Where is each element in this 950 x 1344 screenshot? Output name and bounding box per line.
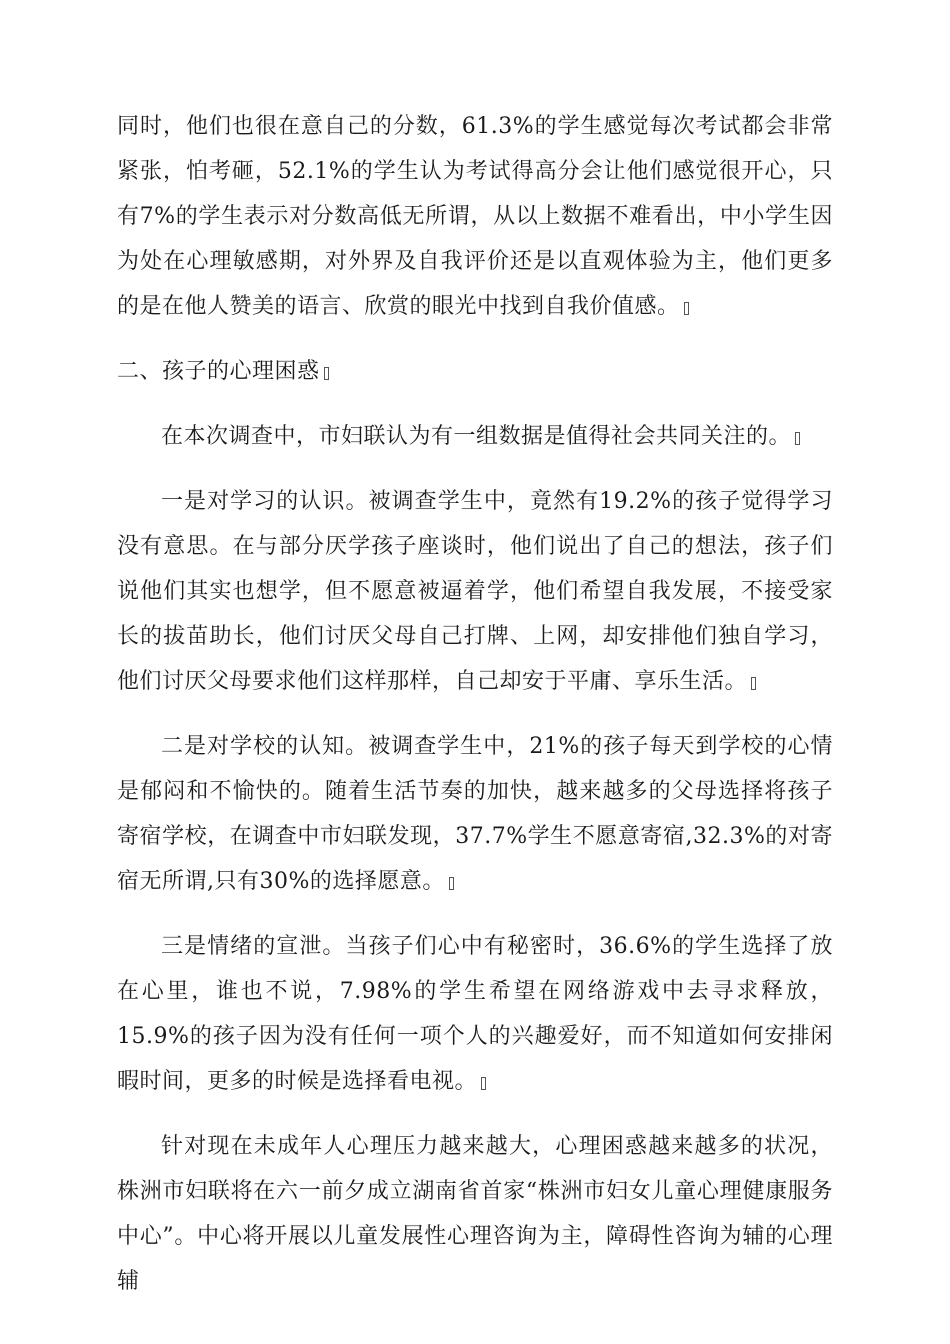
paragraph-6: 针对现在未成年人心理压力越来越大，心理困惑越来越多的状况，株洲市妇联将在六一前夕成立湖南省首家“株洲市妇女儿童心理健康服务中心”。中心将开展以儿童发展性心理咨询为主，障碍性咨询为辅的心理辅: [117, 1134, 833, 1294]
paragraph-4: 二是对学校的认知。被调查学生中，21%的孩子每天到学校的心情是郁闷和不愉快的。随着生活节奏的加快，越来越多的父母选择将孩子寄宿学校，在调查中市妇联发现，37.7%学生不愿意寄宿,32.3%的对寄宿无所谓,只有30%的选择愿意。: [117, 734, 833, 894]
document-body: [117, 104, 833, 1324]
paragraph-3: 一是对学习的认识。被调查学生中，竟然有19.2%的孩子觉得学习没有意思。在与部分厌学孩子座谈时，他们说出了自己的想法，孩子们说他们其实也想学，但不愿意被逼着学，他们希望自我发展，不接受家长的拔苗助长，他们讨厌父母自己打牌、上网，却安排他们独自学习，他们讨厌父母要求他们这样那样，自己却安于平庸、享乐生活。: [117, 489, 833, 694]
paragraph-mark-icon: [449, 877, 454, 890]
paragraph-5: 三是情绪的宣泄。当孩子们心中有秘密时，36.6%的学生选择了放在心里，谁也不说，7.98%的学生希望在网络游戏中去寻求释放，15.9%的孩子因为没有任何一项个人的兴趣爱好，而不知道如何安排闲暇时间，更多的时候是选择看电视。: [117, 934, 833, 1094]
paragraph-mark-icon: [795, 432, 800, 445]
paragraph-mark-icon: [324, 367, 329, 380]
paragraph-mark-icon: [684, 302, 689, 315]
paragraph-2: 在本次调查中，市妇联认为有一组数据是值得社会共同关注的。: [117, 414, 833, 459]
paragraph-mark-icon: [751, 677, 756, 690]
paragraph-1: 同时，他们也很在意自己的分数，61.3%的学生感觉每次考试都会非常紧张，怕考砸，52.1%的学生认为考试得高分会让他们感觉很开心，只有7%的学生表示对分数高低无所谓，从以上数据不难看出，中小学生因为处在心理敏感期，对外界及自我评价还是以直观体验为主，他们更多的是在他人赞美的语言、欣赏的眼光中找到自我价值感。: [117, 114, 833, 319]
paragraph-mark-icon: [481, 1077, 486, 1090]
section-heading: 二、孩子的心理困惑: [117, 349, 833, 394]
